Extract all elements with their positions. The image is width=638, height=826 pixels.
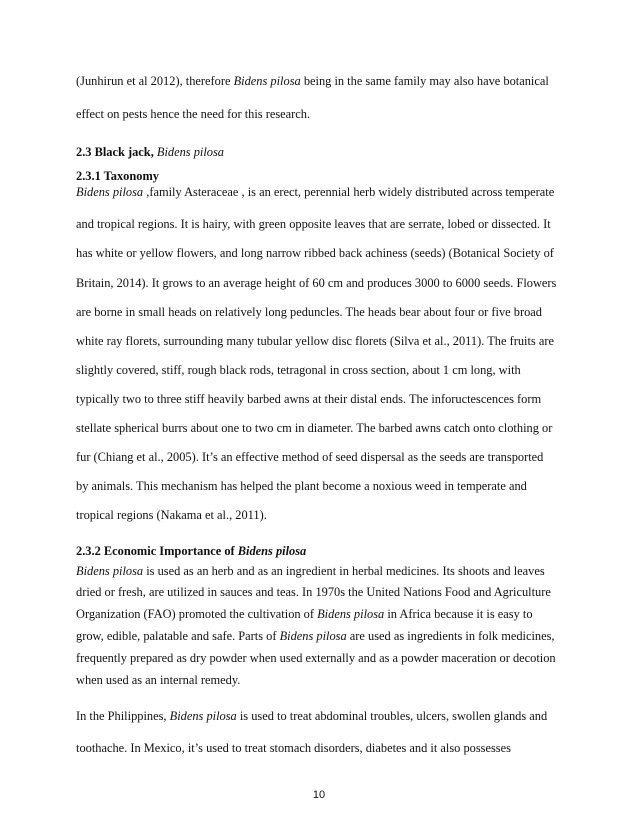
text-line: dried or fresh, are utilized in sauces and teas. In 1970s the United Nations Food and Agriculture: [76, 585, 551, 599]
text-line: when used as an internal remedy.: [76, 673, 241, 687]
subsection-heading: 2.3.1 Taxonomy: [76, 169, 159, 183]
text-line: white ray florets, surrounding many tubular yellow disc florets (Silva et al., 2011). The fruits are: [76, 334, 554, 348]
text-line: Bidens pilosa ,family Asteraceae , is an erect, perennial herb widely distributed across temperate: [76, 185, 555, 199]
text-line: toothache. In Mexico, it’s used to treat stomach disorders, diabetes and it also possesses: [76, 741, 511, 755]
text-line: Organization (FAO) promoted the cultivation of Bidens pilosa in Africa because it is easy to: [76, 607, 533, 621]
text-line: are borne in small heads on relatively long peduncles. The heads bear about four or five broad: [76, 305, 542, 319]
text-line: effect on pests hence the need for this research.: [76, 107, 311, 121]
page-number: 10: [312, 789, 326, 801]
text-line: frequently prepared as dry powder when used externally and as a powder maceration or decotion: [76, 651, 556, 665]
text-line: slightly covered, stiff, rough black rods, tetragonal in cross section, about 1 cm long, with: [76, 363, 521, 377]
text-line: has white or yellow flowers, and long narrow ribbed back achiness (seeds) (Botanical Society of: [76, 246, 554, 260]
text-line: typically two to three stiff heavily barbed awns at their distal ends. The infoructescences form: [76, 392, 542, 406]
text-line: Britain, 2014). It grows to an average height of 60 cm and produces 3000 to 6000 seeds. Flowers: [76, 276, 557, 290]
text-line: stellate spherical burrs about one to two cm in diameter. The barbed awns catch onto clothing or: [76, 421, 553, 435]
text-line: tropical regions (Nakama et al., 2011).: [76, 508, 267, 522]
text-line: and tropical regions. It is hairy, with green opposite leaves that are serrate, lobed or dissected. It: [76, 217, 551, 231]
subsection-heading: 2.3.2 Economic Importance of Bidens pilosa: [76, 544, 307, 558]
section-heading: 2.3 Black jack, Bidens pilosa: [76, 145, 225, 159]
text-line: Bidens pilosa is used as an herb and as an ingredient in herbal medicines. Its shoots and leaves: [76, 564, 545, 578]
text-line: In the Philippines, Bidens pilosa is used to treat abdominal troubles, ulcers, swollen glands and: [76, 709, 548, 723]
text-line: (Junhirun et al 2012), therefore Bidens pilosa being in the same family may also have botanical: [76, 74, 549, 88]
text-line: fur (Chiang et al., 2005). It’s an effective method of seed dispersal as the seeds are transported: [76, 450, 544, 464]
text-line: grow, edible, palatable and safe. Parts of Bidens pilosa are used as ingredients in folk medicines,: [76, 629, 555, 643]
text-line: by animals. This mechanism has helped the plant become a noxious weed in temperate and: [76, 479, 527, 493]
